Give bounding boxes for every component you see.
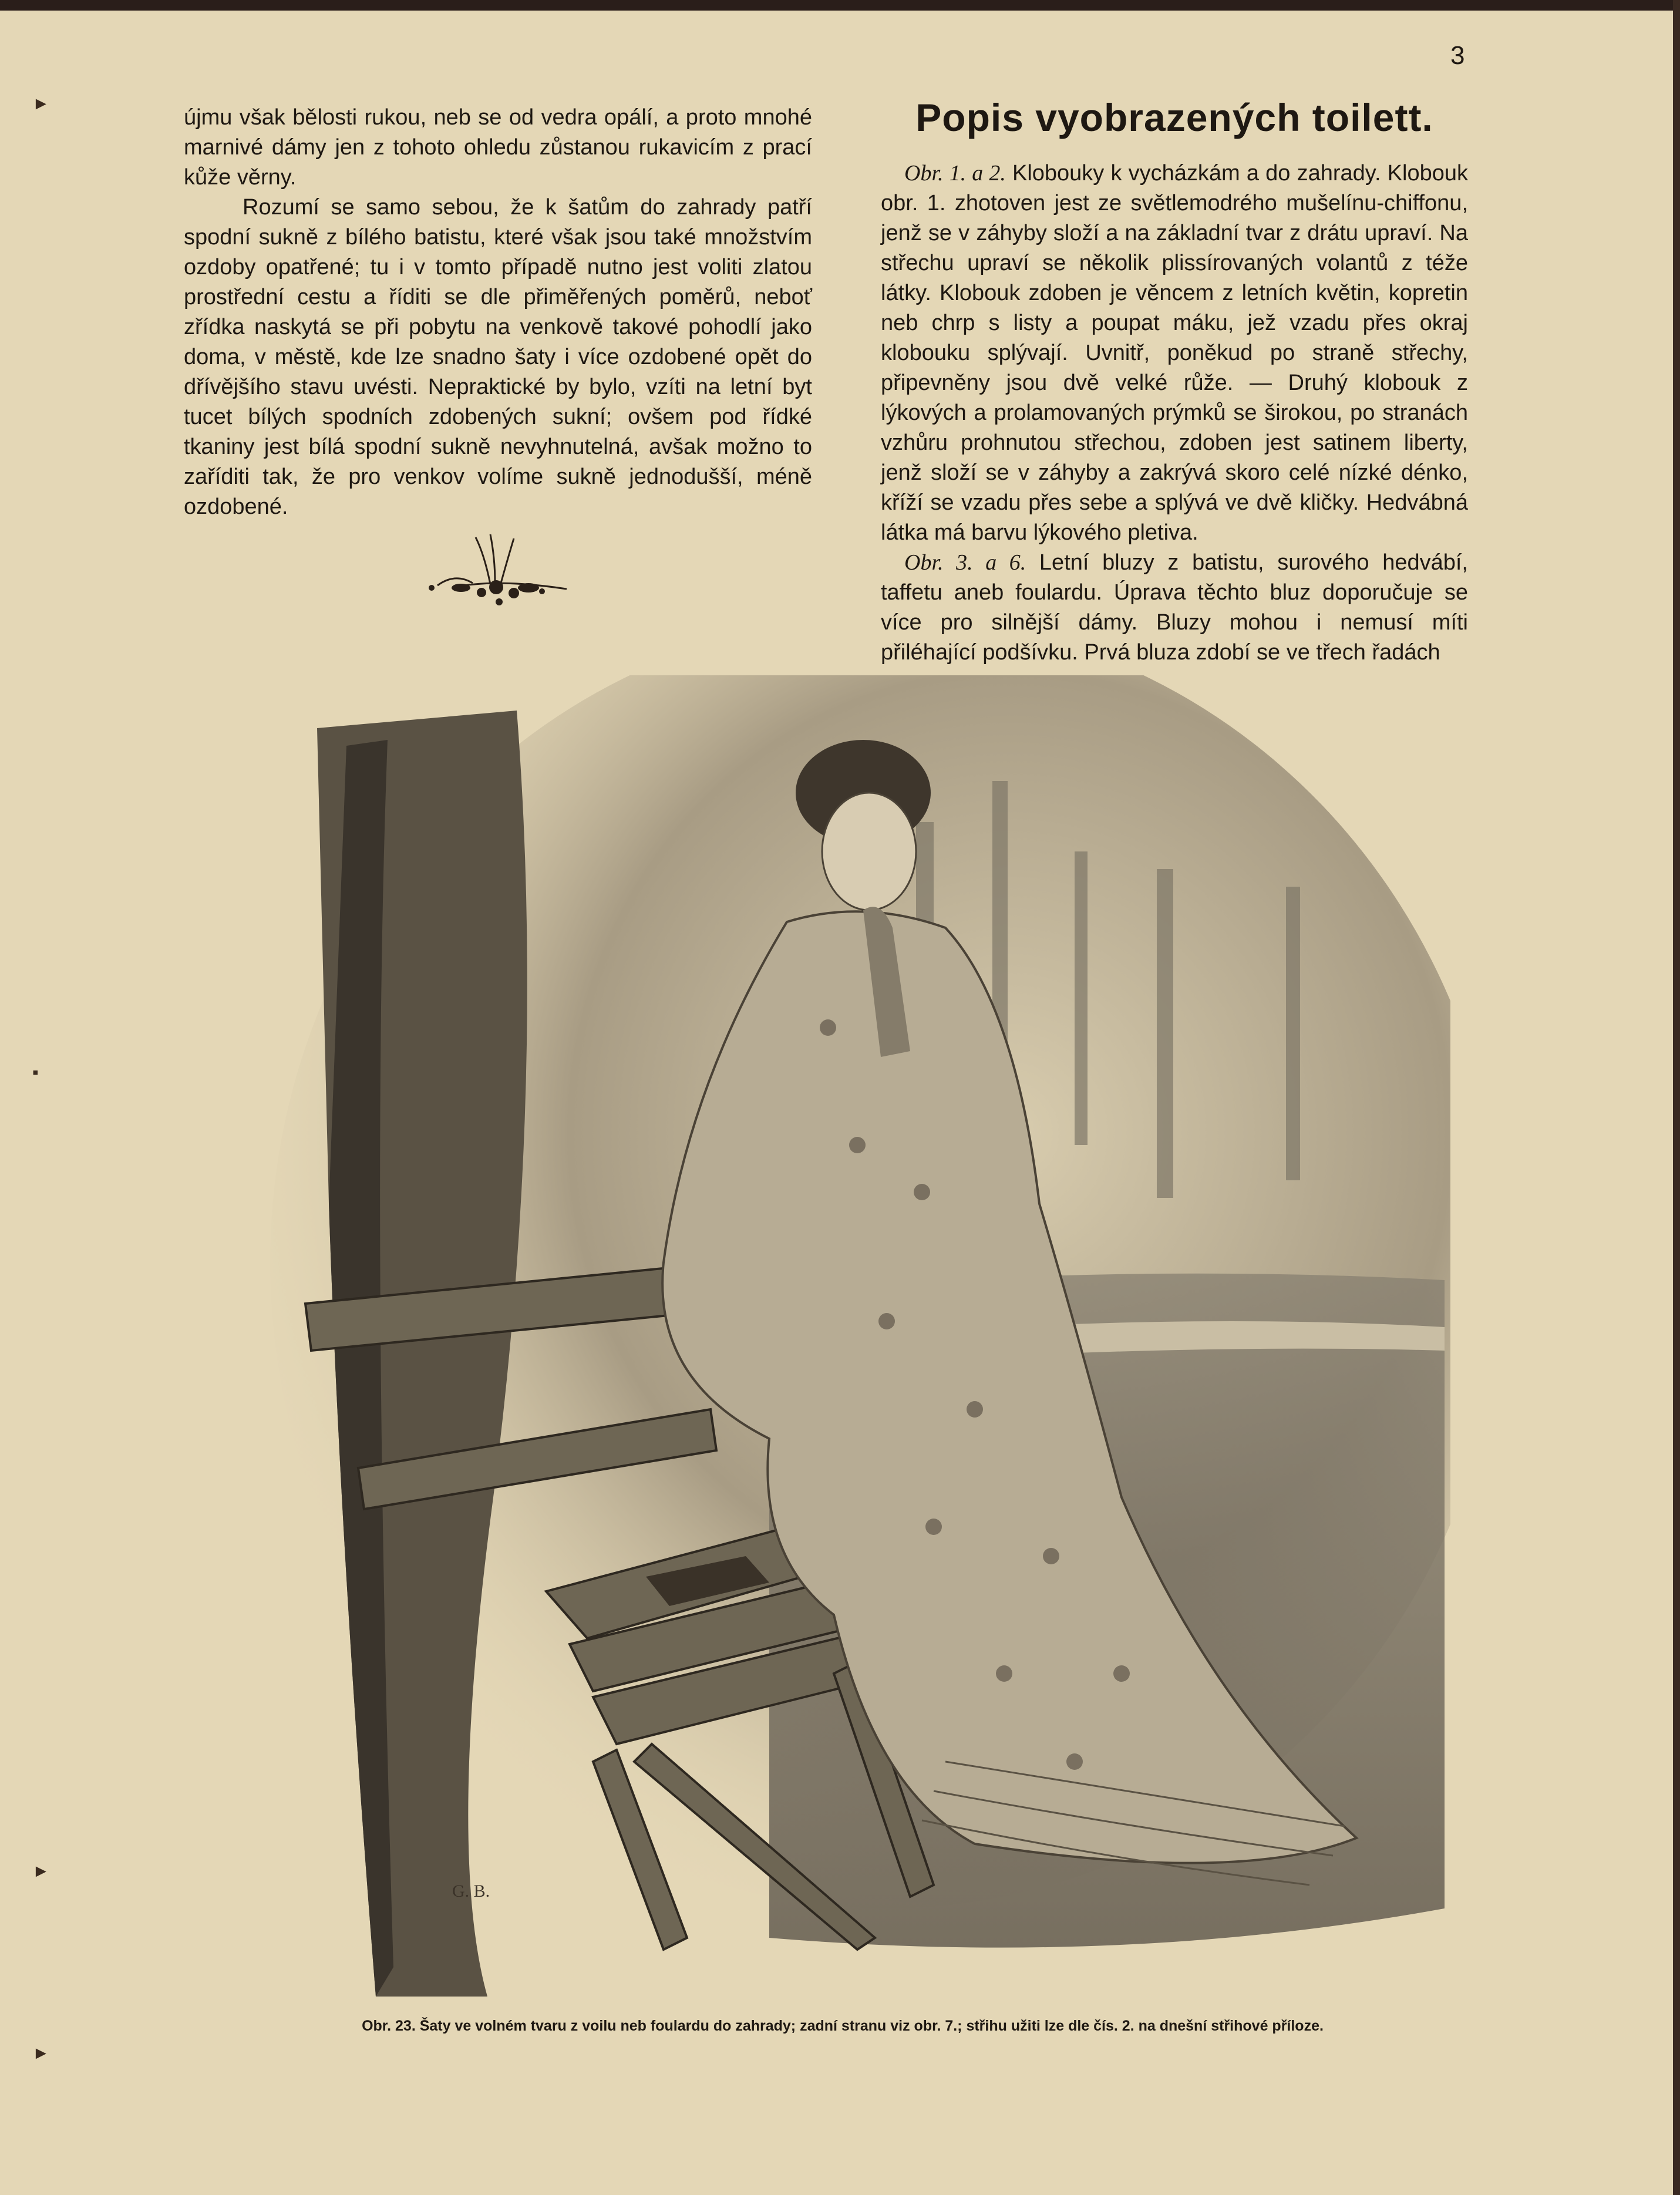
margin-mark: ►: [32, 2043, 50, 2063]
figure-reference: Obr. 3. a 6.: [904, 550, 1026, 575]
margin-mark: ►: [32, 1861, 50, 1881]
figure-caption: Obr. 23. Šaty ve volném tvaru z voilu neb foulardu do zahrady; zadní stranu viz obr. 7.; střihu užiti lze dle čís. 2. na dnešní střihové příloze.: [362, 2018, 1324, 2034]
paragraph-text: Klobouky k vycházkám a do zahrady. Klobouk obr. 1. zhotoven jest ze světlemodrého mušelínu-chiffonu, jenž se v záhyby složí a na základní tvar z drátu upraví. Na střechu upraví se několik plissírovaných volantů z téže látky. Klobouk zdoben je věncem z letních květin, kopretin neb chrp s listy a poupat máku, jež vzadu přes okraj klobouku splývají. Uvnitř, poněkud po straně střechy, připevněny jsou dvě velké růže. — Druhý klobouk z lýkových a prolamovaných prýmků se širokou, po stranách vzhůru prohnutou střechou, zdoben jest satinem liberty, jenž složí se v záhyby a zakrývá skoro celé nízké dénko, kříží se vzadu přes sebe a splývá ve dvě kličky. Hedvábná látka má barvu lýkového pletiva.: [881, 161, 1468, 545]
fashion-illustration: [241, 675, 1450, 2008]
right-column: [881, 94, 1468, 668]
scan-right-edge: [1673, 0, 1680, 2195]
scan-top-edge: [0, 0, 1680, 11]
paragraph: Rozumí se samo sebou, že k šatům do zahrady patří spodní sukně z bílého batistu, které však jsou také množstvím ozdoby opatřené; tu i v tomto případě nutno jest voliti zlatou prostřední cestu a říditi se dle přiměřených poměrů, neboť zřídka naskytá se při pobytu na venkově takové pohodlí jako doma, v městě, kde lze snadno šaty i více ozdobené opět do dřívějšího stavu uvésti. Nepraktické by bylo, vzíti na letní byt tucet bílých spodních zdobených sukní; ovšem pod řídké tkaniny jest bílá spodní sukně nevyhnutelná, avšak možno to zaříditi tak, že pro venkov volíme sukně jednodušší, méně ozdobené.: [184, 195, 812, 519]
figure-reference: Obr. 1. a 2.: [904, 161, 1006, 186]
page-number: 3: [1450, 41, 1465, 70]
margin-mark: ►: [32, 94, 50, 113]
paragraph: [881, 548, 1468, 668]
paragraph-text: Letní bluzy z batistu, surového hedvábí, taffetu aneb foulardu. Úprava těchto bluz doporučuje se více pro silnější dámy. Bluzy mohou i nemusí míti přiléhající podšívku. Prvá bluza zdobí se ve třech řadách: [881, 550, 1468, 665]
artist-signature: G. B.: [452, 1881, 490, 1901]
left-column: [184, 103, 812, 522]
paragraph: [881, 159, 1468, 548]
section-title: Popis vyobrazených toilett.: [915, 96, 1433, 139]
margin-mark: ▪: [32, 1063, 39, 1082]
floral-ornament-icon: [420, 531, 573, 608]
paragraph: újmu však bělosti rukou, neb se od vedra opálí, a proto mnohé marnivé dámy jen z tohoto ohledu zůstanou rukavicím z prací kůže věrny.: [184, 105, 812, 190]
